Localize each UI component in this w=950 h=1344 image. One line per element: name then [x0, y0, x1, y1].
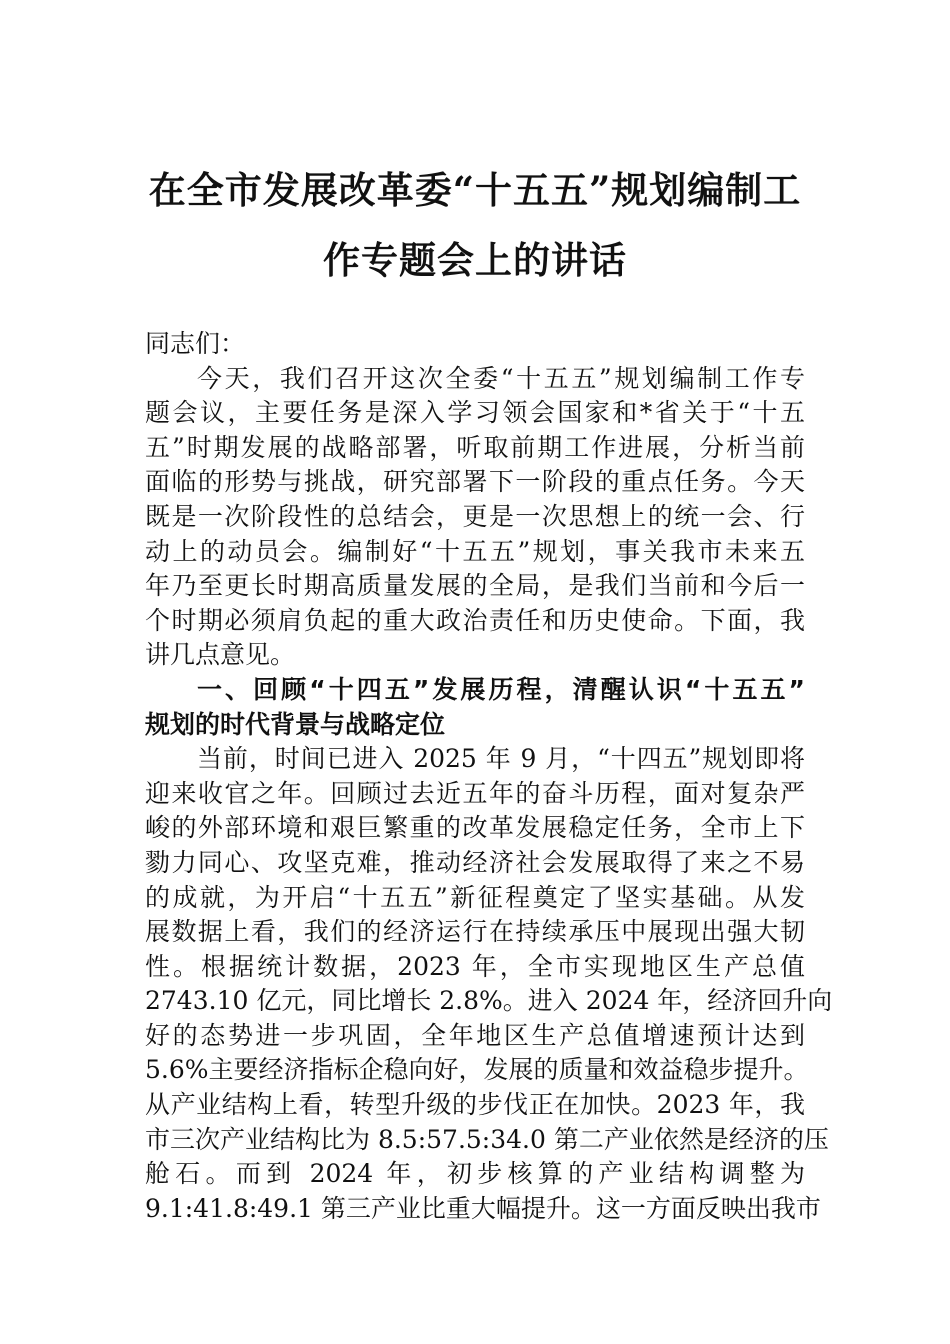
text-line: 从产业结构上看，转型升级的步伐正在加快。2023 年，我 [145, 1090, 805, 1120]
document-title-line-2: 作专题会上的讲话 [323, 238, 627, 282]
text-line: 峻的外部环境和艰巨繁重的改革发展稳定任务，全市上下 [145, 813, 805, 843]
section-heading-line: 规划的时代背景与战略定位 [145, 709, 446, 739]
text-line: 讲几点意见。 [145, 640, 296, 670]
text-line: 展数据上看，我们的经济运行在持续承压中展现出强大韧 [145, 917, 805, 947]
text-line: 9.1:41.8:49.1 第三产业比重大幅提升。这一方面反映出我市 [145, 1193, 821, 1223]
text-line: 性。根据统计数据，2023 年，全市实现地区生产总值 [145, 951, 805, 981]
text-line: 好的态势进一步巩固，全年地区生产总值增速预计达到 [145, 1020, 805, 1050]
section-heading-line: 一、回顾“十四五”发展历程，清醒认识“十五五” [197, 674, 805, 704]
document-title-line-1: 在全市发展改革委“十五五”规划编制工 [148, 168, 802, 212]
text-line: 的成就，为开启“十五五”新征程奠定了坚实基础。从发 [145, 882, 805, 912]
text-line: 动上的动员会。编制好“十五五”规划，事关我市未来五 [145, 536, 805, 566]
text-line: 既是一次阶段性的总结会，更是一次思想上的统一会、行 [145, 501, 805, 531]
text-line: 面临的形势与挑战，研究部署下一阶段的重点任务。今天 [145, 467, 805, 497]
text-line: 题会议，主要任务是深入学习领会国家和*省关于“十五 [145, 398, 805, 428]
document-body [145, 327, 833, 1226]
text-line: 市三次产业结构比为 8.5:57.5:34.0 第二产业依然是经济的压 [145, 1124, 829, 1154]
text-line: 年乃至更长时期高质量发展的全局，是我们当前和今后一 [145, 571, 805, 601]
text-line: 个时期必须肩负起的重大政治责任和历史使命。下面，我 [145, 605, 805, 635]
text-line: 5.6%主要经济指标企稳向好，发展的质量和效益稳步提升。 [145, 1055, 809, 1085]
text-line: 五”时期发展的战略部署，听取前期工作进展，分析当前 [145, 432, 805, 462]
text-line: 勠力同心、攻坚克难，推动经济社会发展取得了来之不易 [145, 847, 805, 877]
text-line: 今天，我们召开这次全委“十五五”规划编制工作专 [197, 363, 805, 393]
text-line: 当前，时间已进入 2025 年 9 月，“十四五”规划即将 [197, 744, 805, 774]
text-line: 迎来收官之年。回顾过去近五年的奋斗历程，面对复杂严 [145, 778, 805, 808]
text-line: 2743.10 亿元，同比增长 2.8%。进入 2024 年，经济回升向 [145, 986, 833, 1016]
text-line: 同志们： [145, 329, 246, 358]
text-line: 舱石。而到 2024 年，初步核算的产业结构调整为 [145, 1159, 805, 1189]
